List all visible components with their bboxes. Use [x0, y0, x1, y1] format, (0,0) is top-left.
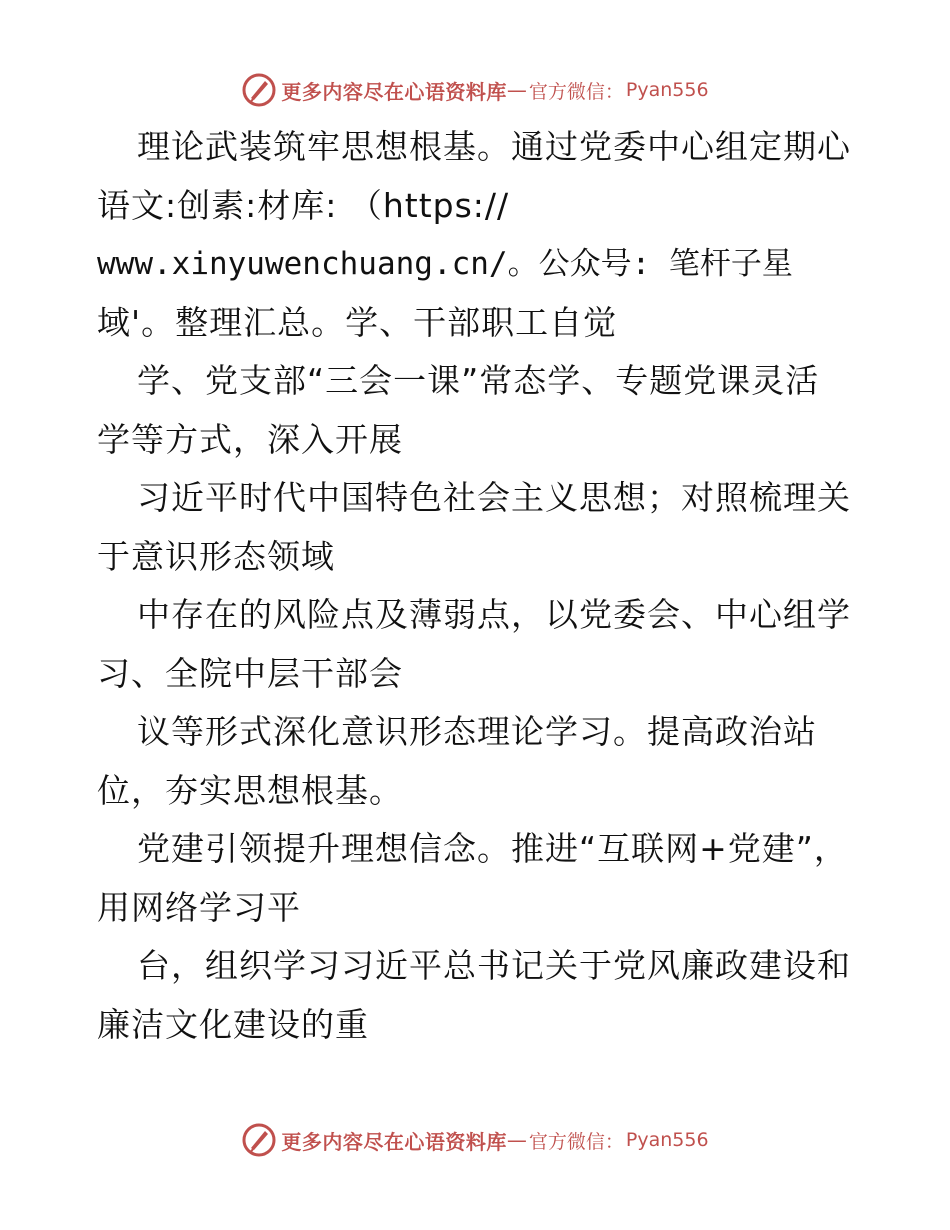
banner-wechat-id: Pyan556 — [625, 79, 709, 101]
footer-banner — [0, 1120, 950, 1160]
text-line: 党建引领提升理想信念。推进“互联网+党建”， — [137, 829, 848, 868]
text-line: 用网络学习平 — [97, 887, 301, 927]
text-line: 习、全院中层干部会 — [97, 653, 403, 693]
text-line: 于意识形态领域 — [97, 536, 335, 576]
document-body — [97, 118, 867, 1054]
banner-main-text: 更多内容尽在心语资料库 — [281, 79, 507, 104]
banner-dash: — — [506, 78, 527, 102]
banner-main-text: 更多内容尽在心语资料库 — [281, 1129, 507, 1154]
banner-sub-text: 官方微信： — [528, 1130, 624, 1153]
text-line: 位，夯实思想根基。 — [97, 770, 403, 810]
text-line: www.xinyuwenchuang.cn/。公众号: 笔杆子星 — [97, 246, 793, 282]
text-line: 中存在的风险点及薄弱点，以党委会、中心组学 — [137, 595, 851, 634]
banner-dash: — — [506, 1128, 527, 1152]
quill-seal-icon — [241, 1122, 277, 1158]
text-line: 理论武装筑牢思想根基。通过党委中心组定期心 — [137, 127, 851, 166]
text-line: 学、党支部“三会一课”常态学、专题党课灵活 — [137, 361, 820, 400]
text-line: 习近平时代中国特色社会主义思想；对照梳理关 — [137, 478, 851, 517]
text-line: 学等方式，深入开展 — [97, 419, 403, 459]
banner-wechat-id: Pyan556 — [625, 1129, 709, 1151]
quill-seal-icon — [241, 72, 277, 108]
text-line: 语文:创素:材库: （https:// — [97, 185, 510, 225]
header-banner — [0, 70, 950, 110]
text-line: 域'。整理汇总。学、干部职工自觉 — [97, 302, 618, 342]
banner-sub-text: 官方微信： — [528, 80, 624, 103]
text-line: 廉洁文化建设的重 — [97, 1004, 369, 1044]
text-line: 议等形式深化意识形态理论学习。提高政治站 — [137, 712, 817, 751]
text-line: 台，组织学习习近平总书记关于党风廉政建设和 — [137, 946, 851, 985]
